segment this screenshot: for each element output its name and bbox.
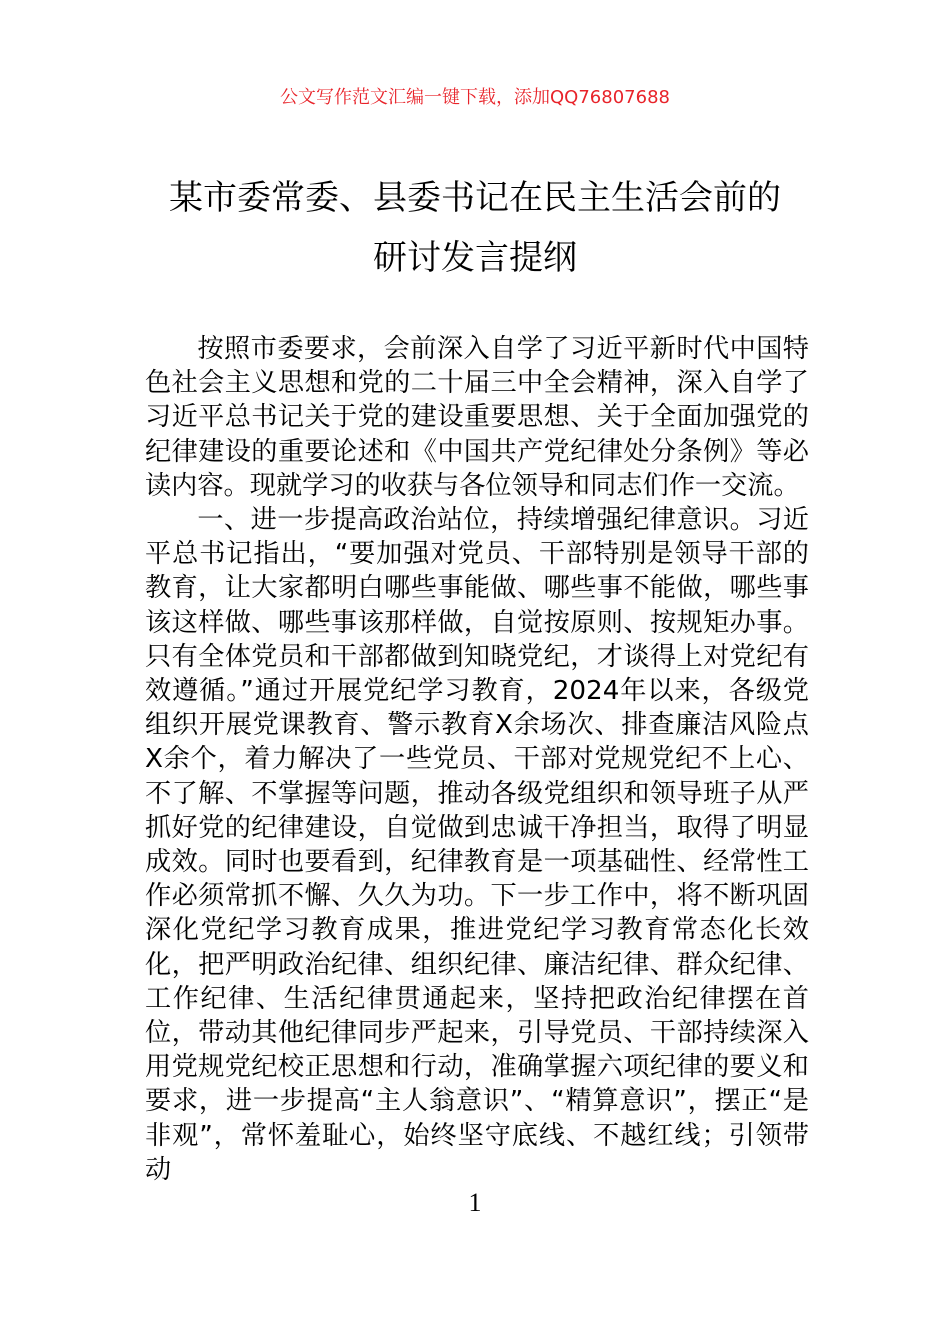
document-title — [120, 168, 830, 288]
title-line-1: 某市委常委、县委书记在民主生活会前的 — [169, 178, 781, 218]
paragraph-intro: 按照市委要求，会前深入自学了习近平新时代中国特色社会主义思想和党的二十届三中全会精神，深入自学了习近平总书记关于党的建设重要思想、关于全面加强党的纪律建设的重要论述和《中国共产党纪律处分条例》等必读内容。现就学习的收获与各位领导和同志们作一交流。 — [145, 334, 809, 501]
page-number: 1 — [468, 1188, 482, 1217]
paragraph-section-1: 一、进一步提高政治站位，持续增强纪律意识。习近平总书记指出，“要加强对党员、干部特别是领导干部的教育，让大家都明白哪些事能做、哪些事不能做，哪些事该这样做、哪些事该那样做，自觉按原则、按规矩办事。只有全体党员和干部都做到知晓党纪，才谈得上对党纪有效遵循。”通过开展党纪学习教育，2024年以来，各级党组织开展党课教育、警示教育X余场次、排查廉洁风险点X余个，着力解决了一些党员、干部对党规党纪不上心、不了解、不掌握等问题，推动各级党组织和领导班子从严抓好党的纪律建设，自觉做到忠诚干净担当，取得了明显成效。同时也要看到，纪律教育是一项基础性、经常性工作必须常抓不懈、久久为功。下一步工作中，将不断巩固深化党纪学习教育成果，推进党纪学习教育常态化长效化，把严明政治纪律、组织纪律、廉洁纪律、群众纪律、工作纪律、生活纪律贯通起来，坚持把政治纪律摆在首位，带动其他纪律同步严起来，引导党员、干部持续深入用党规党纪校正思想和行动，准确掌握六项纪律的要义和要求，进一步提高“主人翁意识”、“精算意识”，摆正“是非观”，常怀羞耻心，始终坚守底线、不越红线；引领带动 — [145, 505, 809, 1185]
title-line-2: 研讨发言提纲 — [373, 238, 577, 278]
document-body — [145, 332, 809, 1187]
download-banner: 公文写作范文汇编一键下载，添加QQ76807688 — [280, 87, 670, 108]
